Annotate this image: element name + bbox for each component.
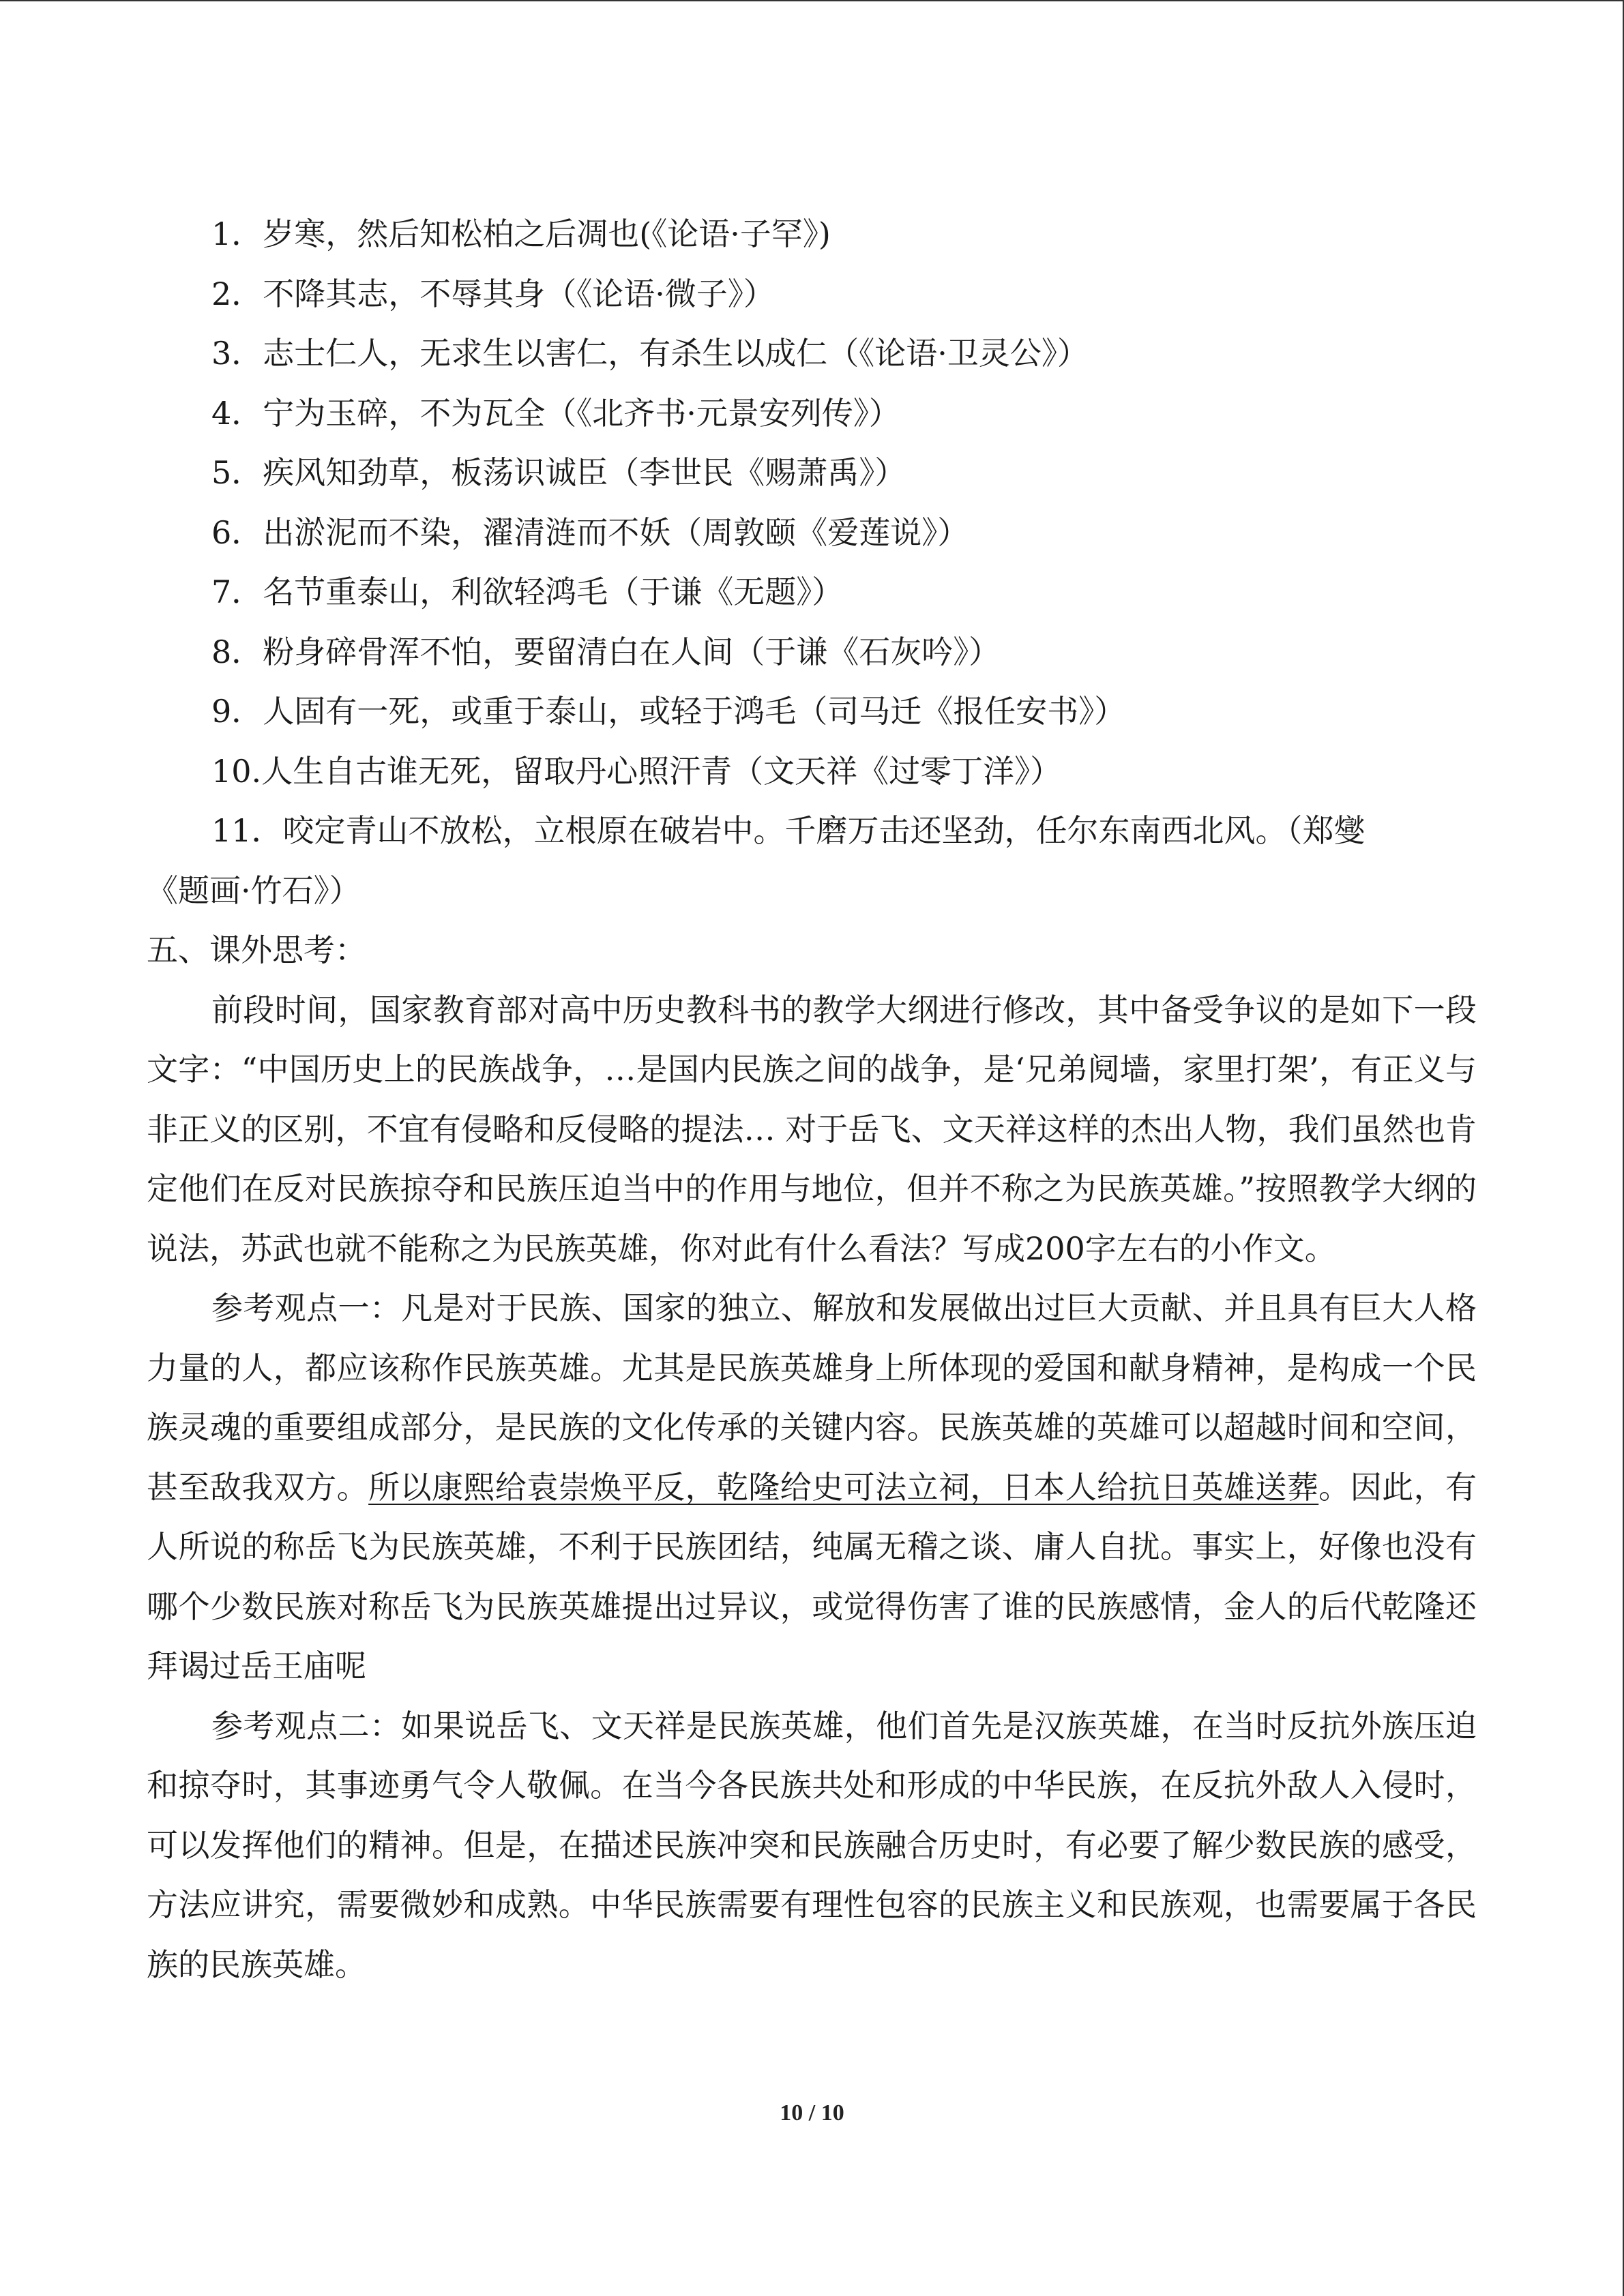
page-number: 10 / 10 <box>780 2100 844 2126</box>
view-one-paragraph <box>147 1279 1477 1697</box>
view-one-text-continued: 。因此，有人所说的称岳飞为民族英雄，不利于民族团结，纯属无稽之谈、庸人自扰。事实上，好像也没有哪个少数民族对称岳飞为民族英雄提出过异议，或觉得伤害了谁的民族感情，金人的后代乾隆还拜谒过岳王庙呢 <box>147 1468 1477 1684</box>
view-two-paragraph: 参考观点二：如果说岳飞、文天祥是民族英雄，他们首先是汉族英雄，在当时反抗外族压迫和掠夺时，其事迹勇气令人敬佩。在当今各民族共处和形成的中华民族，在反抗外敌人入侵时，可以发挥他们的精神。但是，在描述民族冲突和民族融合历史时，有必要了解少数民族的感受，方法应讲究，需要微妙和成熟。中华民族需要有理性包容的民族主义和民族观，也需要属于各民族的民族英雄。 <box>147 1707 1477 1983</box>
quote-item: 7．名节重泰山，利欲轻鸿毛（于谦《无题》） <box>211 573 844 610</box>
quote-item-11-line2: 《题画·竹石》） <box>147 871 361 909</box>
view-one-text: 参考观点一：凡是对于民族、国家的独立、解放和发展做出过巨大贡献、并且具有巨大人格力量的人，都应该称作民族英雄。尤其是民族英雄身上所体现的爱国和献身精神，是构成一个民族灵魂的重要组成部分，是民族的文化传承的关键内容。民族英雄的英雄可以超越时间和空间，甚至敌我双方。 <box>147 1289 1477 1506</box>
quote-item: 5．疾风知劲草，板荡识诚臣（李世民《赐萧禹》） <box>211 454 906 491</box>
quote-item: 6．出淤泥而不染，濯清涟而不妖（周敦颐《爱莲说》） <box>211 513 969 551</box>
section-heading: 五、课外思考： <box>147 931 366 968</box>
document-body <box>147 205 1477 1995</box>
view-one-underlined-text: 所以康熙给袁崇焕平反，乾隆给史可法立祠，日本人给抗日英雄送葬 <box>368 1468 1319 1506</box>
quote-item-11-line1: 11．咬定青山不放松，立根原在破岩中。千磨万击还坚劲，任尔东南西北风。（郑燮 <box>211 812 1365 849</box>
quote-item: 9．人固有一死，或重于泰山，或轻于鸿毛（司马迁《报任安书》） <box>211 693 1126 730</box>
quote-item: 4．宁为玉碎，不为瓦全（《北齐书·元景安列传》） <box>211 394 900 432</box>
quote-item: 10.人生自古谁无死，留取丹心照汗青（文天祥《过零丁洋》） <box>211 752 1062 790</box>
quote-item: 3．志士仁人，无求生以害仁，有杀生以成仁（《论语·卫灵公》） <box>211 335 1089 372</box>
quote-item: 2．不降其志，不辱其身（《论语·微子》） <box>211 275 775 312</box>
question-paragraph: 前段时间，国家教育部对高中历史教科书的教学大纲进行修改，其中备受争议的是如下一段文字：“中国历史上的民族战争，…是国内民族之间的战争，是‘兄弟阋墙，家里打架’，有正义与非正义的区别，不宜有侵略和反侵略的提法… 对于岳飞、文天祥这样的杰出人物，我们虽然也肯定他们在反对民族掠夺和民族压迫当中的作用与地位，但并不称之为民族英雄。”按照教学大纲的说法，苏武也就不能称之为民族英雄，你对此有什么看法？写成200字左右的小作文。 <box>147 991 1477 1267</box>
quote-item: 1．岁寒，然后知松柏之后凋也(《论语·子罕》) <box>211 215 831 252</box>
quote-item: 8．粉身碎骨浑不怕，要留清白在人间（于谦《石灰吟》） <box>211 633 1001 670</box>
